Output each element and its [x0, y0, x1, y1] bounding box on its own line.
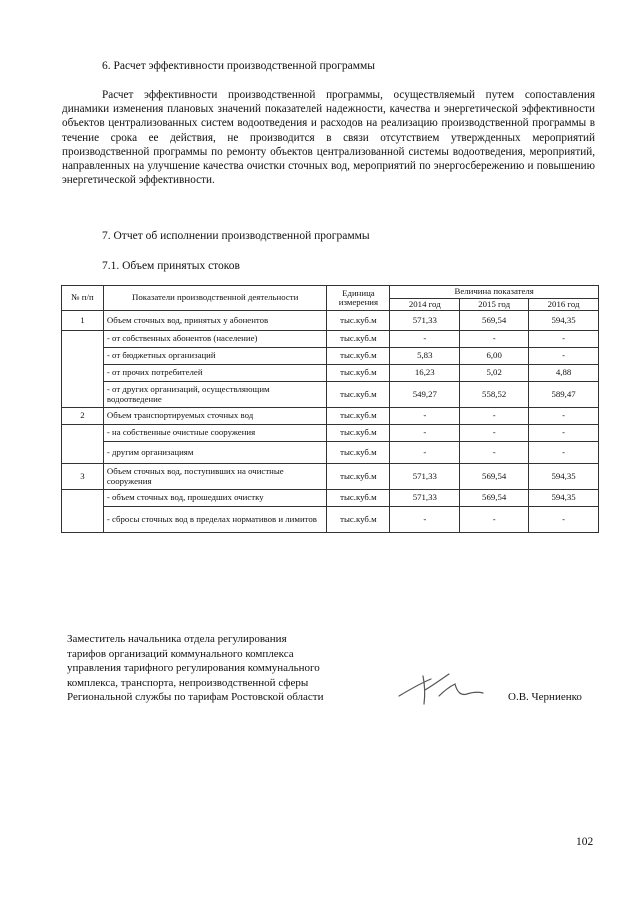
signatory-line: Региональной службы по тарифам Ростовской области: [67, 691, 324, 703]
row-value-2016: 594,35: [529, 464, 599, 490]
row-unit: тыс.куб.м: [327, 365, 390, 382]
table-row: [62, 442, 599, 464]
section-6-text: Расчет эффективности производственной программы, осуществляемый путем сопоставления динамики изменения плановых значений показателей надежности, качества и энергетической эффективности объектов централизованных систем водоотведения и расходов на реализацию производственной программы в течение срока ее действия, не производится в связи отсутствием утвержденных мероприятий производственной программы по ремонту объектов централизованной системы водоотведения, мероприятий, направленных на улучшение качества очистки сточных вод, мероприятий по энергосбережению и повышению энергетической эффективности.: [62, 89, 595, 187]
row-label: - от собственных абонентов (население): [103, 331, 327, 348]
row-unit: тыс.куб.м: [327, 331, 390, 348]
row-label: - от прочих потребителей: [103, 365, 327, 382]
row-num: 1: [62, 311, 104, 331]
row-value-2016: 594,35: [529, 311, 599, 331]
row-label: - другим организациям: [103, 442, 327, 464]
header-unit: Единица измерения: [327, 286, 390, 311]
header-year-2016: 2016 год: [529, 298, 599, 311]
row-value-2015: 569,54: [460, 311, 529, 331]
row-value-2014: 571,33: [390, 464, 460, 490]
row-value-2015: -: [460, 408, 529, 425]
signatory-line: управления тарифного регулирования коммунального: [67, 662, 320, 674]
row-value-2015: -: [460, 331, 529, 348]
row-value-2014: 16,23: [390, 365, 460, 382]
row-value-2015: -: [460, 425, 529, 442]
row-num: 2: [62, 408, 104, 425]
row-label: - сбросы сточных вод в пределах нормативов и лимитов: [103, 507, 327, 533]
section-7-1-heading: 7.1. Объем принятых стоков: [102, 260, 240, 272]
row-label: Объем сточных вод, поступивших на очистные сооружения: [103, 464, 327, 490]
row-label: - объем сточных вод, прошедших очистку: [103, 490, 327, 507]
row-label: Объем транспортируемых сточных вод: [103, 408, 327, 425]
row-value-2014: 571,33: [390, 311, 460, 331]
table-row: [62, 365, 599, 382]
table-row: [62, 382, 599, 408]
row-value-2015: 569,54: [460, 490, 529, 507]
row-value-2016: -: [529, 348, 599, 365]
header-year-2014: 2014 год: [390, 298, 460, 311]
row-value-2016: -: [529, 408, 599, 425]
signatory-line: Заместитель начальника отдела регулирования: [67, 633, 287, 645]
section-7-heading: 7. Отчет об исполнении производственной программы: [102, 230, 370, 242]
row-label: Объем сточных вод, принятых у абонентов: [103, 311, 327, 331]
row-unit: тыс.куб.м: [327, 382, 390, 408]
row-unit: тыс.куб.м: [327, 464, 390, 490]
row-label: - на собственные очистные сооружения: [103, 425, 327, 442]
row-value-2015: 6,00: [460, 348, 529, 365]
row-value-2014: 5,83: [390, 348, 460, 365]
signatory-title: [67, 632, 397, 705]
row-value-2014: 549,27: [390, 382, 460, 408]
table-row: [62, 425, 599, 442]
table-row: [62, 507, 599, 533]
row-value-2014: -: [390, 442, 460, 464]
signatory-line: комплекса, транспорта, непроизводственной сферы: [67, 676, 309, 689]
row-value-2015: 569,54: [460, 464, 529, 490]
table-row: [62, 348, 599, 365]
row-unit: тыс.куб.м: [327, 311, 390, 331]
table-row: [62, 464, 599, 490]
row-num: 3: [62, 464, 104, 490]
row-value-2016: -: [529, 331, 599, 348]
sewage-volume-table: [61, 285, 599, 533]
row-value-2015: 5,02: [460, 365, 529, 382]
row-label: - от других организаций, осуществляющим водоотведение: [103, 382, 327, 408]
table-row: [62, 331, 599, 348]
row-value-2016: -: [529, 507, 599, 533]
row-value-2016: 4,88: [529, 365, 599, 382]
row-unit: тыс.куб.м: [327, 442, 390, 464]
row-value-2015: -: [460, 442, 529, 464]
signatory-line: тарифов организаций коммунального комплекса: [67, 647, 294, 660]
row-label: - от бюджетных организаций: [103, 348, 327, 365]
row-unit: тыс.куб.м: [327, 348, 390, 365]
row-value-2014: -: [390, 408, 460, 425]
row-num-empty: [62, 331, 104, 408]
table-row: [62, 311, 599, 331]
row-value-2015: 558,52: [460, 382, 529, 408]
row-unit: тыс.куб.м: [327, 408, 390, 425]
header-indicator: Показатели производственной деятельности: [103, 286, 327, 311]
row-unit: тыс.куб.м: [327, 507, 390, 533]
row-value-2016: -: [529, 442, 599, 464]
header-year-2015: 2015 год: [460, 298, 529, 311]
table-row: [62, 490, 599, 507]
row-num-empty: [62, 425, 104, 464]
signatory-name: О.В. Черниенко: [508, 691, 582, 703]
row-value-2016: -: [529, 425, 599, 442]
row-value-2014: -: [390, 507, 460, 533]
row-num-empty: [62, 490, 104, 533]
header-num: № п/п: [62, 286, 104, 311]
handwritten-signature: [395, 666, 485, 710]
row-value-2014: 571,33: [390, 490, 460, 507]
row-unit: тыс.куб.м: [327, 490, 390, 507]
page-number: 102: [576, 836, 594, 848]
row-unit: тыс.куб.м: [327, 425, 390, 442]
row-value-2014: -: [390, 331, 460, 348]
header-value: Величина показателя: [390, 286, 599, 299]
row-value-2016: 589,47: [529, 382, 599, 408]
row-value-2016: 594,35: [529, 490, 599, 507]
row-value-2015: -: [460, 507, 529, 533]
row-value-2014: -: [390, 425, 460, 442]
section-6-heading: 6. Расчет эффективности производственной программы: [102, 60, 376, 72]
table-row: [62, 408, 599, 425]
